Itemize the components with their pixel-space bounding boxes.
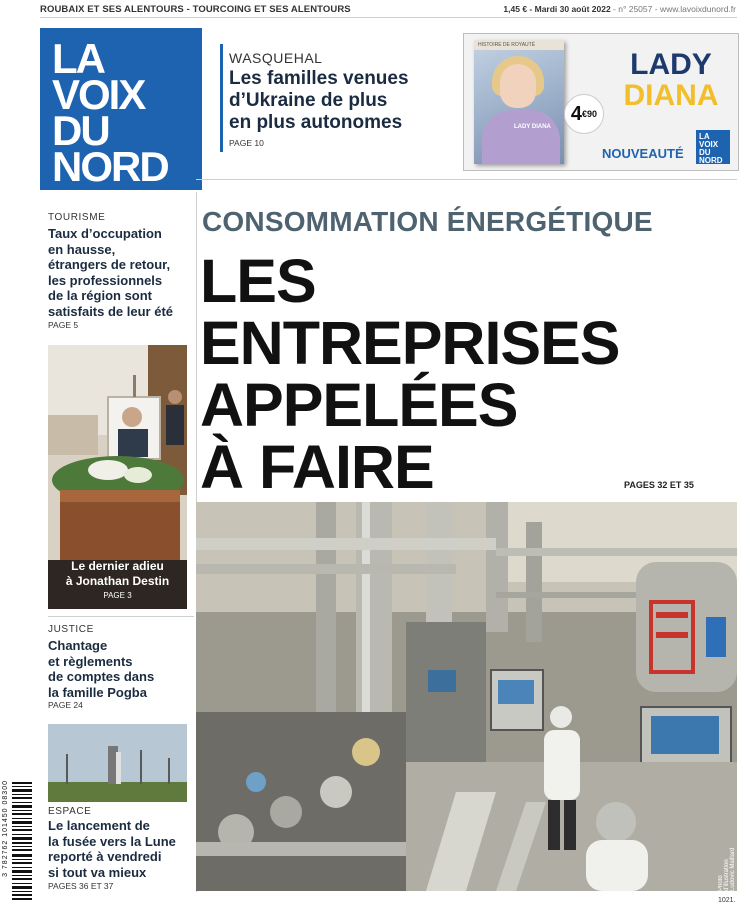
portrait-face: [500, 64, 536, 108]
teaser-page: PAGE 10: [229, 138, 264, 148]
logo-line-3: DU: [52, 107, 109, 154]
photo-caption: [48, 559, 187, 600]
teaser-accent-bar: [220, 44, 223, 152]
magazine-label: LADY DIANA: [514, 124, 551, 130]
ad-lady-diana[interactable]: [463, 33, 739, 171]
issue-number: - n° 25057 -: [613, 4, 658, 14]
ad-title-lady: LADY: [630, 48, 712, 81]
date-line: [503, 4, 736, 14]
espace-title-line: Le lancement de: [48, 818, 150, 833]
portrait-body: [482, 110, 560, 164]
edition-line: ROUBAIX ET SES ALENTOURS - TOURCOING ET SES ALENTOURS: [40, 4, 351, 15]
ad-mini-logo: [696, 130, 730, 164]
justice-title-line: la famille Pogba: [48, 684, 147, 700]
factory-photo-illustration: [196, 502, 737, 891]
tourisme-title-line: satisfaits de leur été: [48, 303, 173, 319]
headline-line: LES ENTREPRISES: [200, 247, 620, 377]
justice-rule: [48, 616, 194, 617]
ad-nouveaute: NOUVEAUTÉ: [602, 146, 684, 161]
espace-headline[interactable]: [48, 818, 194, 880]
factory-photo[interactable]: [196, 502, 737, 891]
tourisme-title-line: en hausse,: [48, 241, 116, 257]
photo-credit: Photo d’illustration Ludovic Maillard: [718, 847, 736, 891]
justice-title-line: de comptes dans: [48, 669, 155, 684]
footer-code: 1021.: [718, 897, 736, 904]
tourisme-title-line: Taux d’occupation: [48, 226, 162, 241]
logo-line-4: NORD: [52, 143, 168, 190]
espace-kicker: ESPACE: [48, 806, 92, 817]
mini-logo-line: NORD: [699, 156, 723, 165]
logo-line-2: VOIX: [52, 71, 145, 118]
caption-line: Le dernier adieu: [71, 559, 164, 573]
price-date: 1,45 € - Mardi 30 août 2022: [503, 4, 611, 14]
tourisme-page: PAGE 5: [48, 320, 79, 330]
tourisme-kicker: TOURISME: [48, 212, 106, 223]
teaser-title-line: en plus autonomes: [229, 112, 403, 133]
teaser-title-line: Les familles venues: [229, 68, 409, 89]
caption-page: PAGE 3: [103, 591, 132, 600]
price-cents: €90: [582, 109, 598, 119]
tourisme-title-line: de la région sont: [48, 288, 153, 303]
tourisme-headline[interactable]: [48, 226, 194, 319]
website[interactable]: www.lavoixdunord.fr: [659, 4, 736, 14]
logo[interactable]: [40, 28, 202, 190]
caption-line: à Jonathan Destin: [65, 574, 170, 588]
magazine-cover: [474, 40, 564, 164]
header-rule: [196, 179, 737, 180]
top-rule: [40, 17, 737, 18]
magazine-masthead: HISTOIRE DE ROYAUTÉ: [474, 40, 564, 50]
logo-line-1: LA: [52, 35, 104, 82]
mini-logo-line: LA: [699, 132, 710, 141]
espace-page: PAGES 36 ET 37: [48, 881, 114, 891]
ad-title-diana: DIANA: [623, 79, 719, 112]
rocket-photo[interactable]: [48, 724, 187, 802]
justice-title-line: Chantage: [48, 638, 108, 653]
justice-page: PAGE 24: [48, 700, 83, 710]
headline-line: À FAIRE: [200, 433, 434, 501]
rocket-photo-illustration: [48, 724, 187, 802]
main-kicker: CONSOMMATION ÉNERGÉTIQUE: [202, 206, 653, 237]
barcode-digits: 3 782762 101450 08300: [2, 780, 9, 877]
espace-title-line: reporté à vendredi: [48, 849, 162, 864]
justice-kicker: JUSTICE: [48, 624, 94, 635]
justice-headline[interactable]: [48, 638, 194, 700]
tourisme-title-line: les professionnels: [48, 272, 163, 288]
headline-line: APPELÉES: [200, 371, 518, 439]
justice-title-line: et règlements: [48, 653, 133, 669]
price-main: 4: [570, 103, 583, 125]
funeral-photo[interactable]: [48, 345, 187, 609]
mini-logo-line: DU: [699, 148, 711, 157]
espace-title-line: la fusée vers la Lune: [48, 833, 176, 849]
price-badge: [564, 94, 604, 134]
mini-logo-line: VOIX: [699, 140, 719, 149]
teaser-headline[interactable]: [229, 68, 459, 134]
teaser-kicker: WASQUEHAL: [229, 50, 323, 66]
teaser-title-line: d’Ukraine de plus: [229, 90, 388, 111]
main-pages: PAGES 32 ET 35: [624, 480, 694, 490]
espace-title-line: si tout va mieux: [48, 864, 147, 880]
tourisme-title-line: étrangers de retour,: [48, 257, 171, 272]
